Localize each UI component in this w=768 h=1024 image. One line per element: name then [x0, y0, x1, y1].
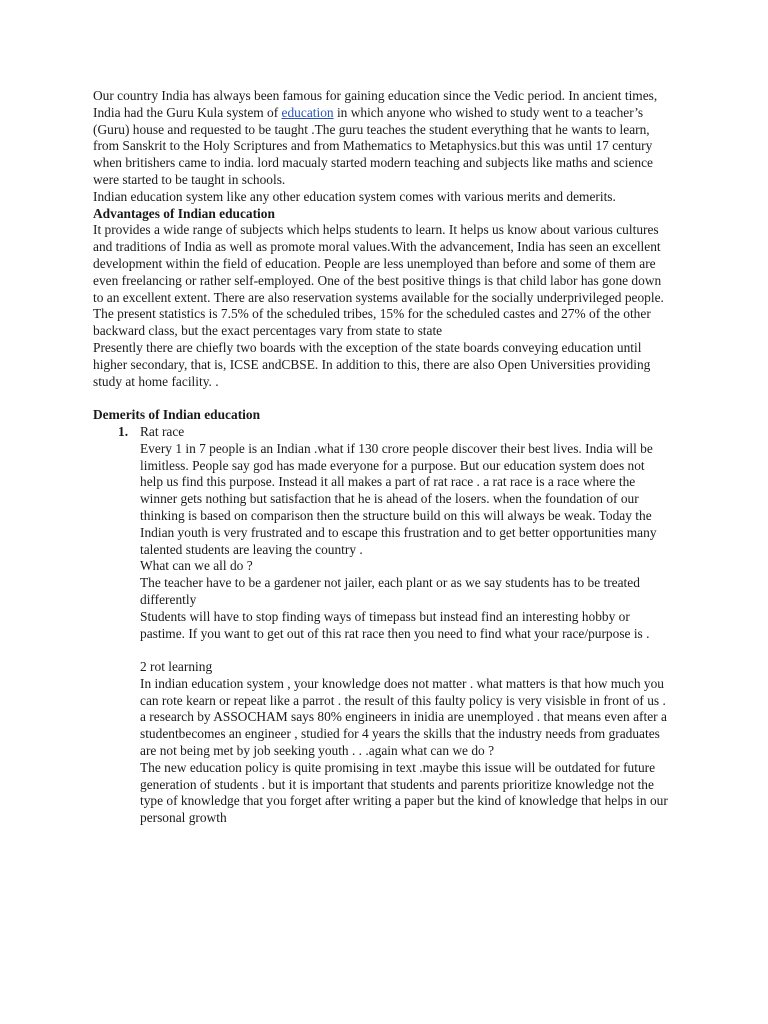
rat-race-students-paragraph: Students will have to stop finding ways of timepass but instead find an interesting hobby or pastime. If you want to get out of this rat race then you need to find what your race/purpose is . — [140, 608, 650, 641]
demerits-heading: Demerits of Indian education — [93, 407, 261, 423]
intro-text-after-link: in which anyone who wished to study went to a teacher’s (Guru) house and requested to be taught .The guru teaches the student everything that he wants to learn, from Sanskrit to the Holy Scriptures and from Mathematics to Metaphysics.but this was until 17 century when britishers came to india. lord macualy started modern teaching and subjects like maths and science were started to be taught in schools. — [93, 104, 653, 187]
advantages-paragraph: It provides a wide range of subjects which helps students to learn. It helps us know about various cultures and traditions of India as well as promote moral values.With the advancement, India has seen an excellent development within the field of education. People are less unemployed than before and some of them are even freelancing or rather self-employed. One of the best positive things is that child labor has gone down to an excellent extent. There are also reservation systems available for the socially underprivileged people. The present statistics is 7.5% of the scheduled tribes, 15% for the scheduled castes and 27% of the other backward class, but the exact percentages vary from state to state — [93, 222, 664, 339]
spacer — [140, 642, 668, 659]
demerit-item-1-body — [93, 441, 668, 827]
demerit-item-2-title: 2 rot learning — [140, 659, 213, 675]
rat-race-question: What can we all do ? — [140, 558, 253, 574]
intro-text-before-link: Our country India has always been famous for gaining education since the Vedic period. In ancient times, India had the Guru Kula system of — [93, 88, 658, 120]
demerit-item-1-title: Rat race — [140, 423, 185, 439]
education-policy-paragraph: The new education policy is quite promising in text .maybe this issue will be outdated for future generation of students . but it is important that students and parents prioritize knowledge not the type of knowledge that you forget after writing a paper but the kind of knowledge that helps in our personal growth — [140, 759, 668, 826]
demerit-item-1 — [93, 424, 668, 441]
rat-race-paragraph: Every 1 in 7 people is an Indian .what if 130 crore people discover their best lives. India will be limitless. People say god has made everyone for a purpose. But our education system does not help us find this purpose. Instead it all makes a part of rat race . a rat race is a race where the winner gets nothing but satisfaction that he is ahead of the losers. when the foundation of our thinking is based on comparison then the structure build on this will always be weak. Today the Indian youth is very frustrated and to escape this frustration and to get better opportunities many talented students are leaving the country . — [140, 440, 657, 557]
rat-race-teacher-paragraph: The teacher have to be a gardener not jailer, each plant or as we say students has to be treated differently — [140, 575, 640, 607]
intro-paragraph-2: Indian education system like any other education system comes with various merits and demerits. — [93, 188, 616, 204]
intro-paragraph — [93, 88, 668, 189]
rote-learning-paragraph: In indian education system , your knowledge does not matter . what matters is that how much you can rote kearn or repeat like a parrot . the result of this faulty policy is very visisble in front of us . a research by ASSOCHAM says 80% engineers in inidia are unemployed . that means even after a studentbecomes an engineer , studied for 4 years the skills that the industry needs from graduates are not being met by job seeking youth . . .again what can we do ? — [140, 675, 667, 759]
education-link[interactable]: education — [281, 104, 334, 120]
spacer — [93, 390, 668, 407]
list-number: 1. — [118, 423, 129, 439]
advantages-paragraph-2: Presently there are chiefly two boards with the exception of the state boards conveying education until higher secondary, that is, ICSE andCBSE. In addition to this, there are also Open Universities providing study at home facility. . — [93, 339, 651, 389]
advantages-heading: Advantages of Indian education — [93, 205, 275, 221]
